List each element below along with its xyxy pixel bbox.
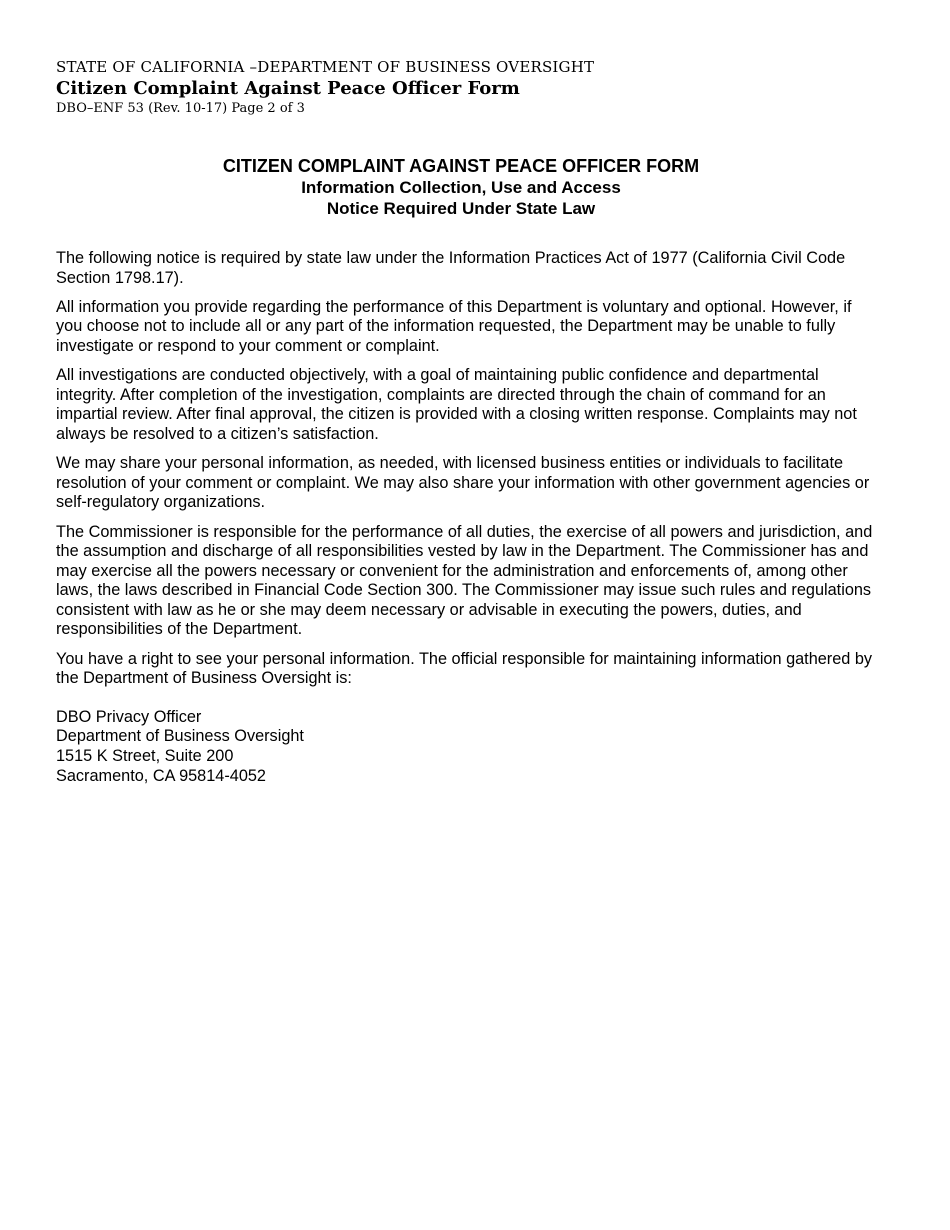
- agency-name: STATE OF CALIFORNIA –DEPARTMENT OF BUSINESS OVERSIGHT: [56, 58, 595, 76]
- form-title: Citizen Complaint Against Peace Officer Form: [56, 78, 520, 99]
- form-number: DBO–ENF 53 (Rev. 10-17) Page 2 of 3: [56, 101, 305, 116]
- address-line-department: Department of Business Oversight: [56, 727, 304, 746]
- notice-title-block: [0, 156, 922, 219]
- address-line-street: 1515 K Street, Suite 200: [56, 747, 234, 766]
- address-line-officer: DBO Privacy Officer: [56, 707, 202, 726]
- paragraph-investigations: All investigations are conducted objectively, with a goal of maintaining public confidence and departmental integrity. After completion of the investigation, complaints are directed through the chain of command for an impartial review. After final approval, the citizen is provided with a closing written response. Complaints may not always be resolved to a citizen’s satisfaction.: [56, 366, 857, 443]
- form-header: [56, 57, 594, 118]
- address-line-city: Sacramento, CA 95814-4052: [56, 766, 266, 785]
- notice-body: [56, 249, 876, 786]
- paragraph-info-sharing: We may share your personal information, as needed, with licensed business entities or individuals to facilitate resolution of your comment or complaint. We may also share your information with other government agencies or self-regulatory organizations.: [56, 454, 870, 512]
- paragraph-commissioner: The Commissioner is responsible for the performance of all duties, the exercise of all powers and jurisdiction, and the assumption and discharge of all responsibilities vested by law in the Department. The Commissioner has and may exercise all the powers necessary or convenient for the administration and enforcements of, among other laws, the laws described in Financial Code Section 300. The Commissioner may issue such rules and regulations consistent with law as he or she may deem necessary or advisable in executing the powers, duties, and responsibilities of the Department.: [56, 522, 873, 639]
- privacy-officer-address: [56, 708, 876, 786]
- notice-subtitle: Information Collection, Use and Access: [301, 178, 621, 197]
- paragraph-right-to-see: You have a right to see your personal information. The official responsible for maintaining information gathered by the Department of Business Oversight is:: [56, 649, 873, 688]
- notice-title: CITIZEN COMPLAINT AGAINST PEACE OFFICER FORM: [222, 156, 700, 176]
- paragraph-ipa-notice: The following notice is required by state law under the Information Practices Act of 1977 (California Civil Code Section 1798.17).: [56, 249, 846, 287]
- paragraph-voluntary-info: All information you provide regarding the performance of this Department is voluntary and optional. However, if you choose not to include all or any part of the information requested, the Department may be unable to fully investigate or respond to your comment or complaint.: [56, 297, 852, 355]
- notice-subtitle-2: Notice Required Under State Law: [326, 199, 596, 218]
